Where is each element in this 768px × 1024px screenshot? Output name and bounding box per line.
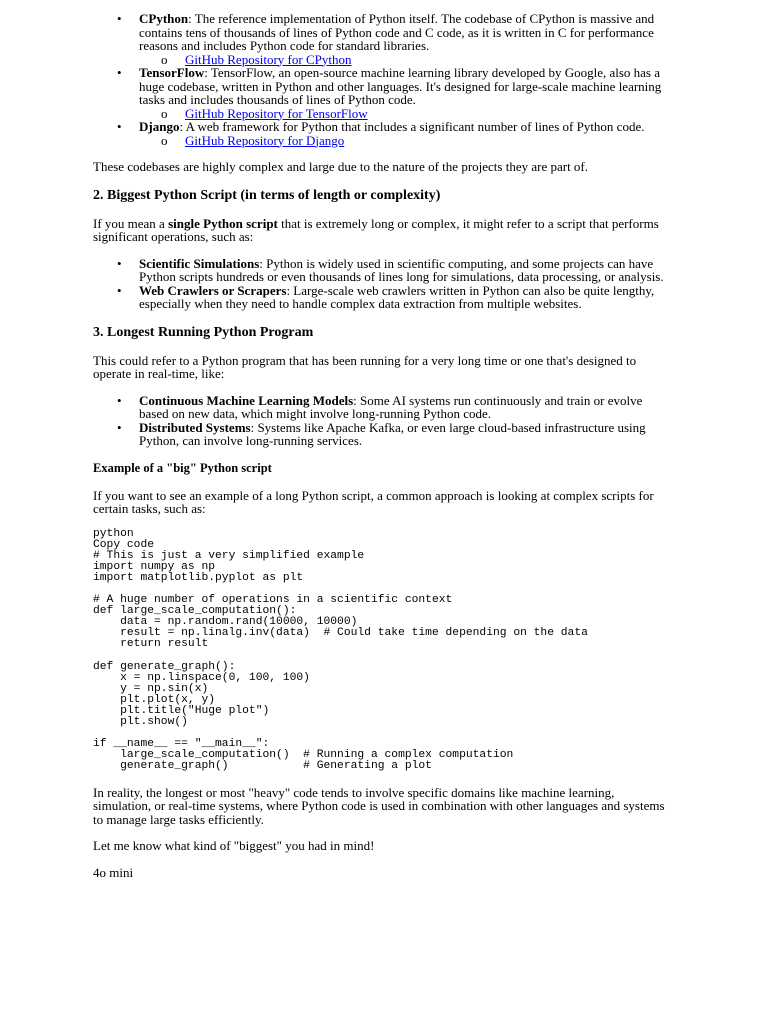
intro-text: If you mean a	[93, 215, 169, 231]
item-name: CPython	[139, 11, 189, 26]
document-page	[93, 12, 675, 879]
list-item	[139, 284, 675, 311]
list-item	[139, 120, 675, 147]
intro-text: that is extremely long or complex, it might refer to a script that performs significant operations, such as:	[93, 215, 659, 244]
list-item	[139, 66, 675, 120]
example-intro: If you want to see an example of a long Python script, a common approach is looking at complex scripts for certain tasks, such as:	[93, 487, 654, 516]
item-name: Django	[139, 119, 180, 134]
list-item	[139, 394, 675, 421]
model-label: 4o mini	[93, 864, 134, 880]
list-item	[139, 257, 675, 284]
project-list	[93, 12, 675, 147]
tensorflow-repo-link[interactable]: GitHub Repository for TensorFlow	[185, 105, 368, 121]
reality-paragraph: In reality, the longest or most "heavy" code tends to involve specific domains like machine learning, simulation, or real-time systems, where Python code is used in combination with other languages and systems to manage large tasks efficiently.	[93, 784, 665, 827]
item-name: Continuous Machine Learning Models	[139, 392, 354, 408]
sub-item	[185, 134, 675, 148]
section3-intro: This could refer to a Python program that has been running for a very long time or one that's designed to operate in real-time, like:	[93, 352, 637, 381]
code-content: # This is just a very simplified example import numpy as np import matplotlib.pyplot as plt # A huge number of operations in a scientific context def large_scale_computation(): data = np.random.rand(10000, 10000) result = np.linalg.inv(data) # Could take time depending on the data return result def generate_graph(): x = np.linspace(0, 100, 100) y = np.sin(x) plt.plot(x, y) plt.title("Huge plot") plt.show() if __name__ == "__main__": large_scale_computation() # Running a complex computation generate_graph() # Generating a plot	[93, 549, 588, 773]
sub-item	[185, 107, 675, 121]
section2-heading: 2. Biggest Python Script (in terms of length or complexity)	[93, 187, 441, 203]
section2-intro	[93, 217, 675, 244]
item-desc: : Some AI systems run continuously and train or evolve based on new data, which might involve long-running Python code.	[139, 392, 643, 421]
item-name: Distributed Systems	[139, 419, 251, 435]
codebases-paragraph: These codebases are highly complex and large due to the nature of the projects they are part of.	[93, 159, 589, 174]
closing-paragraph: Let me know what kind of "biggest" you had in mind!	[93, 838, 375, 854]
sub-list	[139, 134, 675, 148]
list-item	[139, 12, 675, 66]
code-block	[93, 529, 675, 773]
item-desc: : The reference implementation of Python itself. The codebase of CPython is massive and contains tens of thousands of lines of Python code and C code, as it is written in C for performance reasons and includes Python code for standard libraries.	[139, 11, 655, 53]
code-language: python	[93, 527, 134, 540]
item-desc: : Systems like Apache Kafka, or even large cloud-based infrastructure using Python, can involve long-running services.	[139, 419, 646, 448]
item-desc: : Python is widely used in scientific computing, and some projects can have Python scripts hundreds or even thousands of lines long for simulations, data processing, or analysis.	[139, 255, 664, 284]
item-desc: : Large-scale web crawlers written in Python can also be quite lengthy, especially when they need to handle complex data extraction from multiple websites.	[139, 282, 655, 311]
section3-heading: 3. Longest Running Python Program	[93, 324, 314, 340]
item-desc: : TensorFlow, an open-source machine learning library developed by Google, also has a huge codebase, written in Python and other languages. It's designed for large-scale machine learning tasks and includes thousands of lines of Python code.	[139, 65, 662, 107]
intro-bold: single Python script	[168, 215, 278, 231]
sub-list	[139, 53, 675, 67]
item-name: TensorFlow	[139, 65, 205, 80]
example-heading: Example of a "big" Python script	[93, 460, 272, 475]
sub-list	[139, 107, 675, 121]
item-desc: : A web framework for Python that includes a significant number of lines of Python code.	[179, 119, 645, 134]
cpython-repo-link[interactable]: GitHub Repository for CPython	[185, 51, 352, 67]
item-name: Web Crawlers or Scrapers	[139, 282, 287, 298]
item-name: Scientific Simulations	[139, 255, 260, 271]
program-list	[93, 394, 675, 448]
script-list	[93, 257, 675, 311]
copy-code-button[interactable]: Copy code	[93, 538, 155, 551]
django-repo-link[interactable]: GitHub Repository for Django	[185, 132, 345, 148]
list-item	[139, 421, 675, 448]
sub-item	[185, 53, 675, 67]
